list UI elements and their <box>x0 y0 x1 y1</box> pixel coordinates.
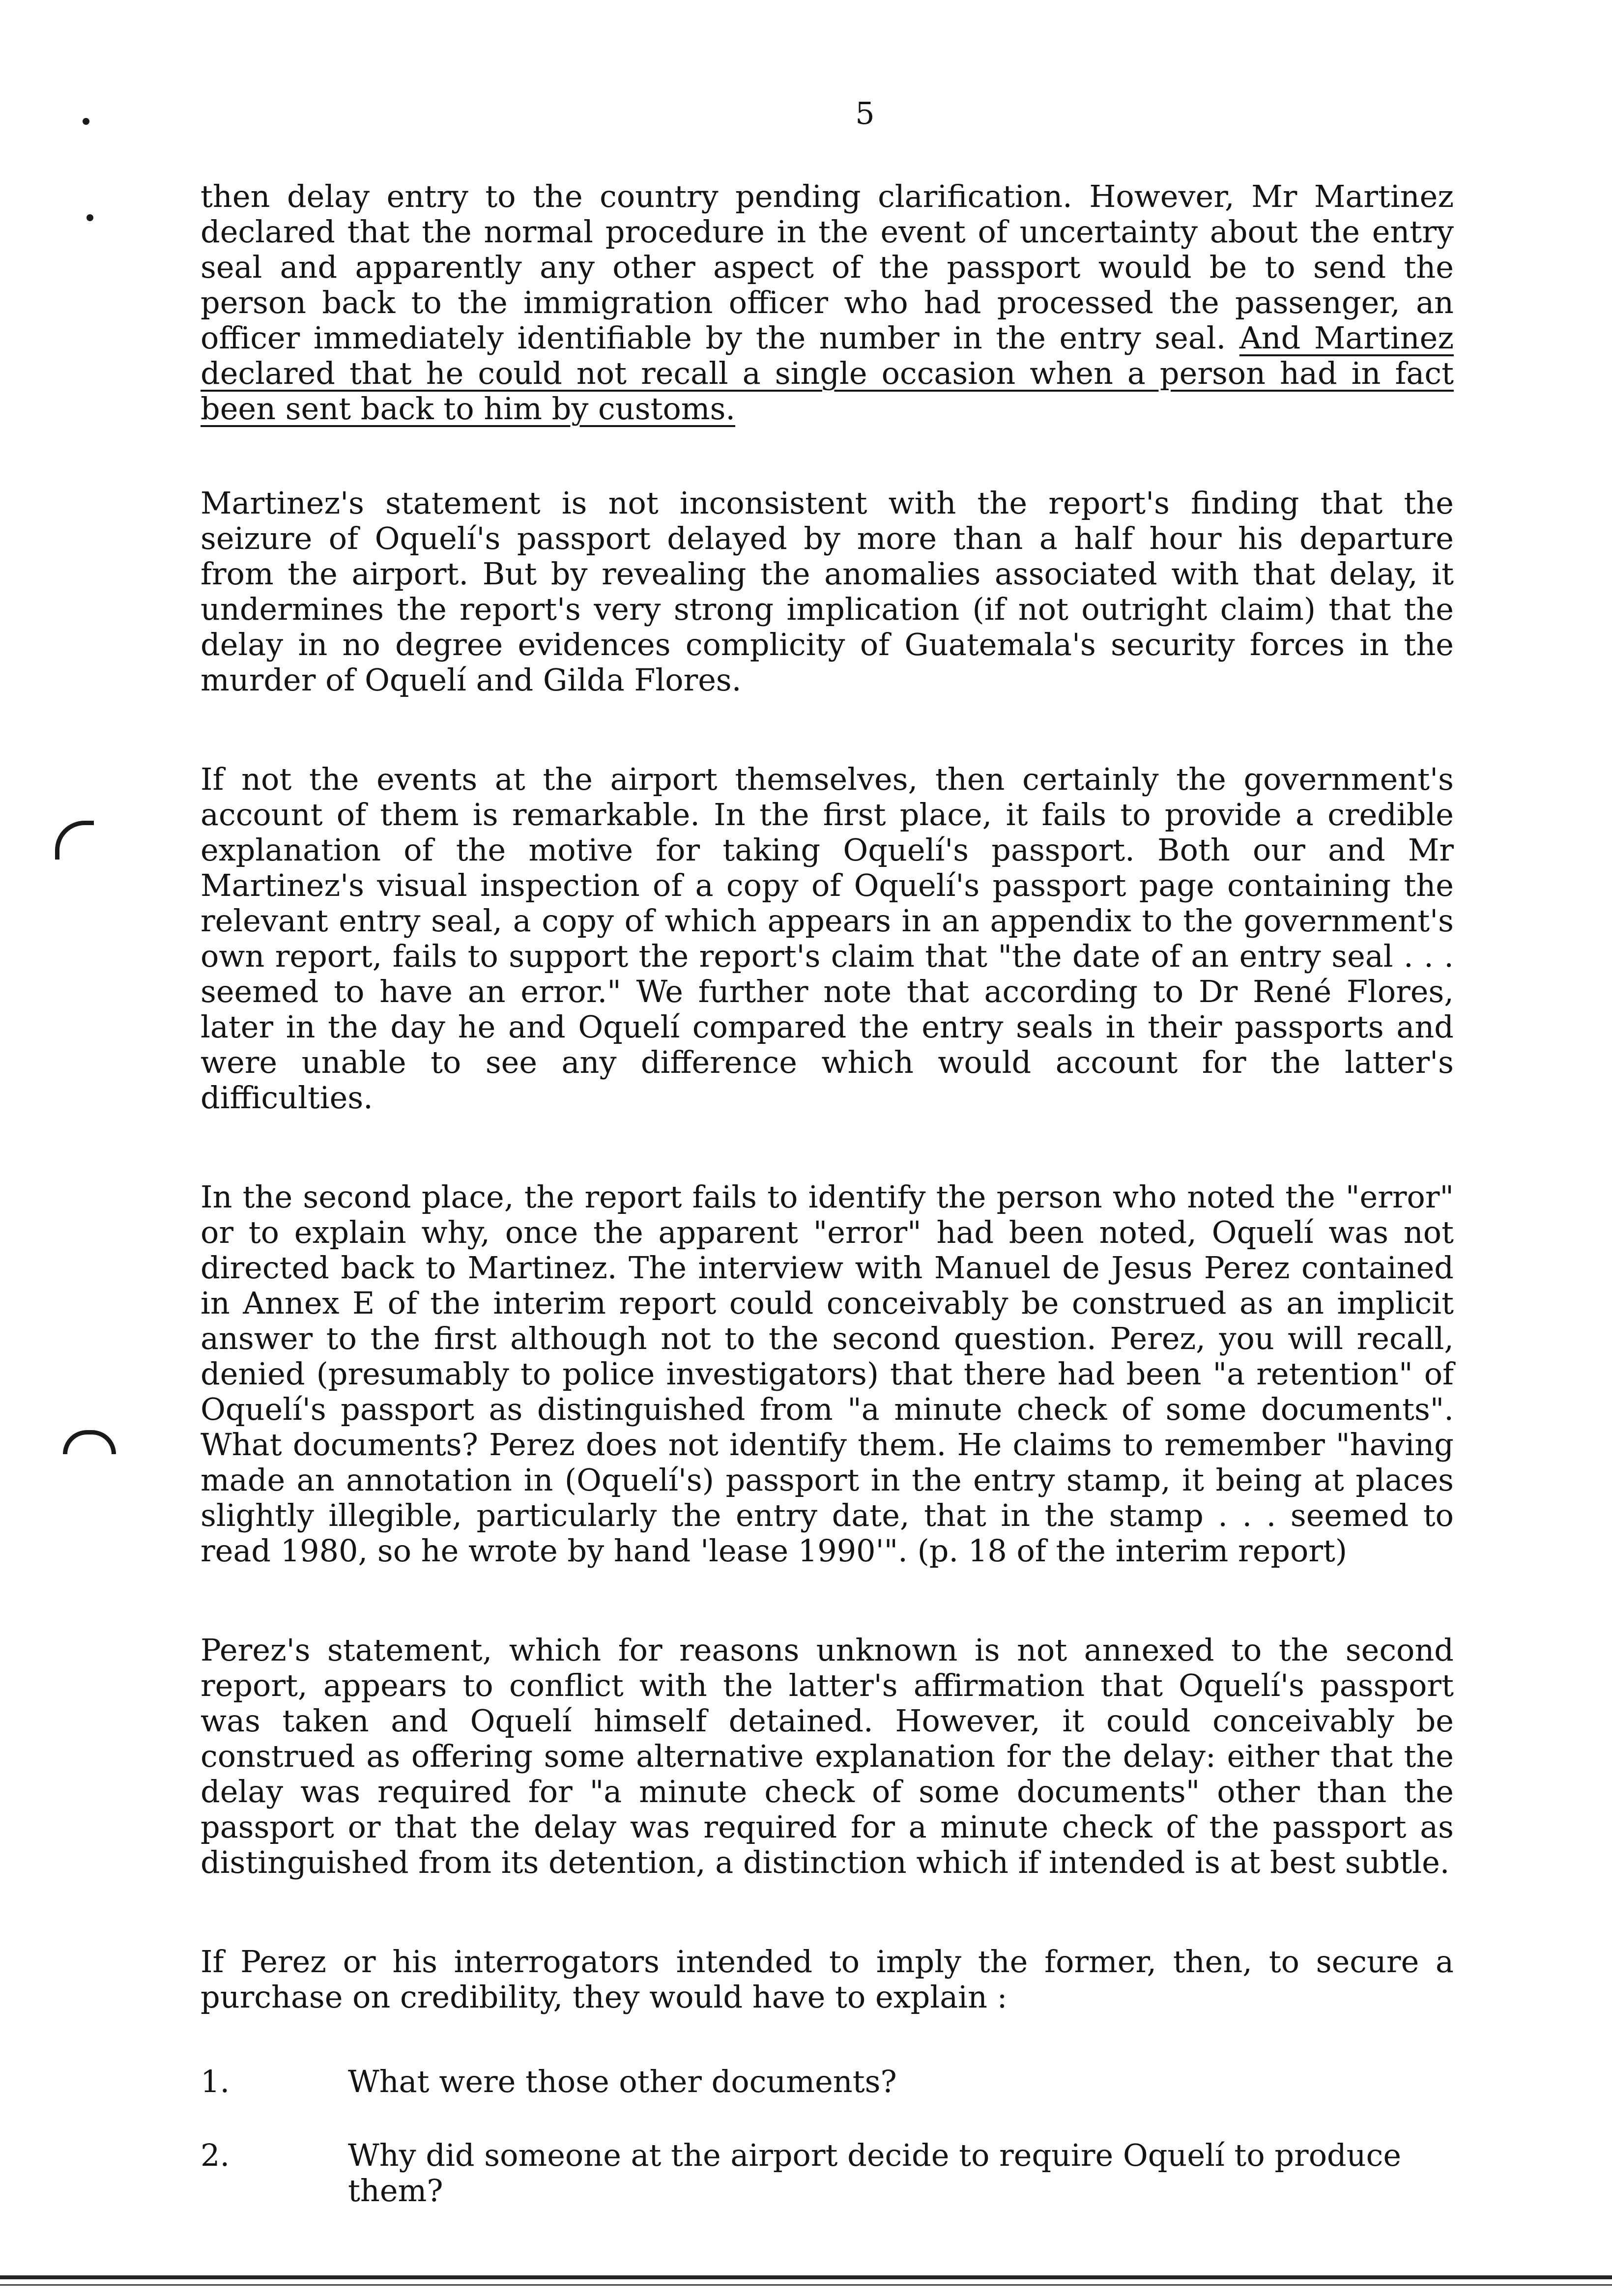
paragraph <box>201 179 1454 427</box>
list-number: 1. <box>201 2064 230 2099</box>
list-text: Why did someone at the airport decide to require Oquelí to produce them? <box>348 2137 1402 2209</box>
paragraph-text: In the second place, the report fails to identify the person who noted the "error" or to explain why, once the apparent "error" had been noted, Oquelí was not directed back to Martinez. The interview with Manuel de Jesus Perez contained in Annex E of the interim report could conceivably be construed as an implicit answer to the first although not to the second question. Perez, you will recall, denied (presumably to police investigators) that there had been "a retention" of Oquelí's passport as distinguished from "a minute check of some documents". What documents? Perez does not identify them. He claims to remember "having made an annotation in (Oquelí's) passport in the entry stamp, it being at places slightly illegible, particularly the entry date, that in the stamp . . . seemed to read 1980, so he wrote by hand 'lease 1990'". (p. 18 of the interim report) <box>201 1179 1454 1569</box>
document-body <box>201 179 1454 2247</box>
paragraph <box>201 762 1454 1116</box>
list-number: 2. <box>201 2137 230 2173</box>
list-item <box>201 2138 1454 2209</box>
margin-bracket-mark <box>63 1430 116 1454</box>
paragraph-text: Martinez's statement is not inconsistent with the report's finding that the seizure of Oquelí's passport delayed by more than a half hour his departure from the airport. But by revealing the anomalies associated with that delay, it undermines the report's very strong implication (if not outright claim) that the delay in no degree evidences complicity of Guatemala's security forces in the murder of Oquelí and Gilda Flores. <box>201 485 1454 698</box>
paragraph <box>201 1633 1454 1880</box>
margin-dot <box>86 214 93 221</box>
margin-dot <box>83 118 89 125</box>
paragraph-text: Perez's statement, which for reasons unknown is not annexed to the second report, appears to conflict with the latter's affirmation that Oquelí's passport was taken and Oquelí himself detained. However, it could conceivably be construed as offering some alternative explanation for the delay: either that the delay was required for "a minute check of some documents" other than the passport or that the delay was required for a minute check of the passport as distinguished from its detention, a distinction which if intended is at best subtle. <box>201 1632 1454 1880</box>
numbered-list <box>201 2064 1454 2209</box>
bottom-border-line <box>0 2284 1612 2286</box>
paragraph-text: If Perez or his interrogators intended to imply the former, then, to secure a purchase on credibility, they would have to explain : <box>201 1944 1454 2015</box>
underlined-text: And Martinez declared that he could not recall a single occasion when a person had in fact been sent back to him by customs. <box>201 320 1454 427</box>
paragraph <box>201 1944 1454 2015</box>
margin-bracket-mark <box>55 821 94 860</box>
paragraph-text: then delay entry to the country pending clarification. However, Mr Martinez declared that the normal procedure in the event of uncertainty about the entry seal and apparently any other aspect of the passport would be to send the person back to the immigration officer who had processed the passenger, an officer immediately identifiable by the number in the entry seal. <box>201 178 1454 356</box>
list-text: What were those other documents? <box>348 2064 897 2099</box>
bottom-border-line <box>0 2275 1612 2279</box>
paragraph <box>201 486 1454 698</box>
list-item <box>201 2064 1454 2099</box>
paragraph <box>201 1179 1454 1569</box>
paragraph-text: If not the events at the airport themselves, then certainly the government's account of them is remarkable. In the first place, it fails to provide a credible explanation of the motive for taking Oquelí's passport. Both our and Mr Martinez's visual inspection of a copy of Oquelí's passport page containing the relevant entry seal, a copy of which appears in an appendix to the government's own report, fails to support the report's claim that "the date of an entry seal . . . seemed to have an error." We further note that according to Dr René Flores, later in the day he and Oquelí compared the entry seals in their passports and were unable to see any difference which would account for the latter's difficulties. <box>201 761 1454 1116</box>
page-number: 5 <box>855 95 875 131</box>
